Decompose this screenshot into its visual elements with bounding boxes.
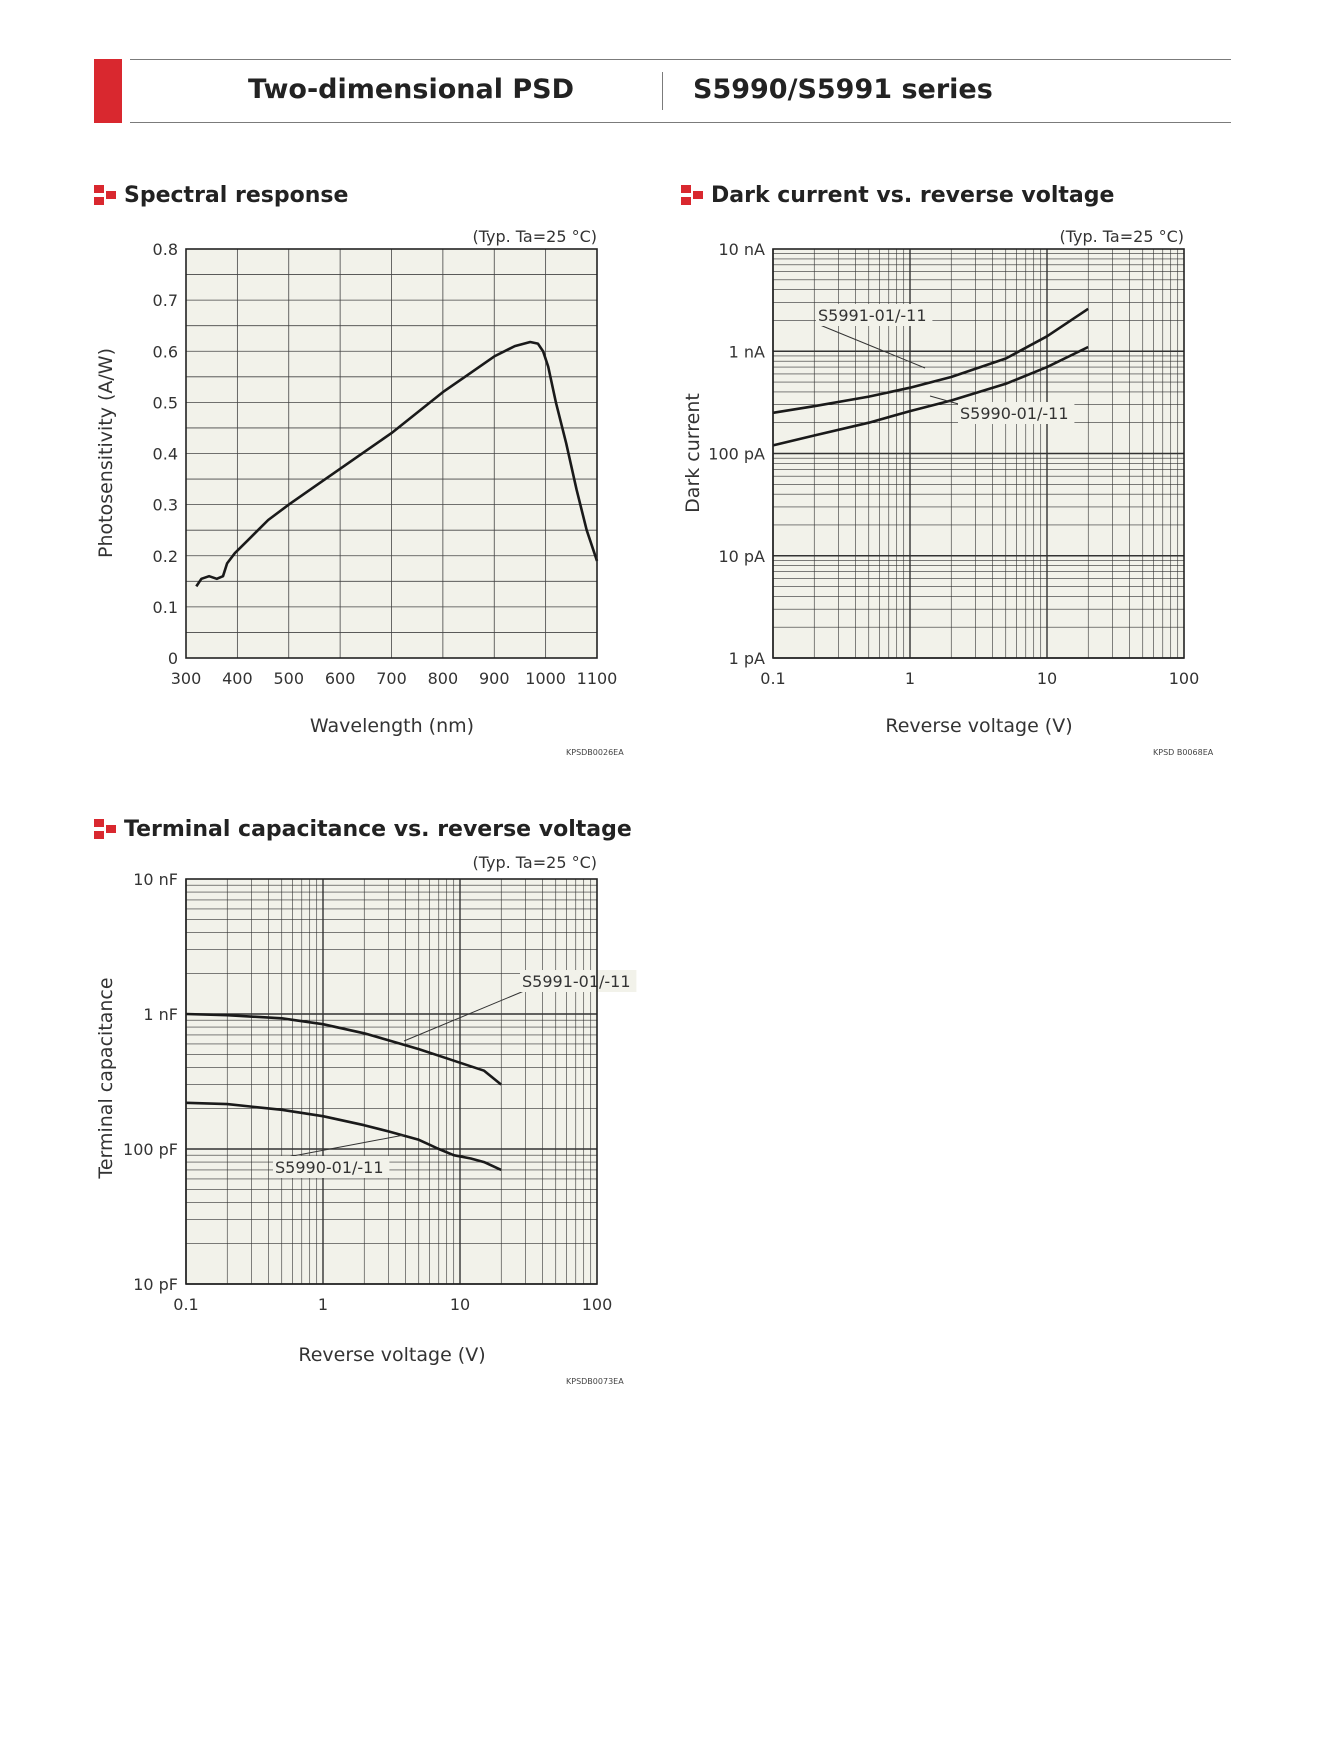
chart-spectral-xlabel: Wavelength (nm)	[309, 715, 475, 737]
chart-spectral-code: KPSDB0026EA	[566, 748, 624, 757]
y-tick-label: 0	[167, 649, 178, 668]
x-tick-label: 1100	[576, 669, 618, 688]
y-tick-label: 1 nF	[143, 1005, 178, 1024]
y-tick-label: 0.3	[152, 495, 178, 515]
y-tick-label: 0.7	[152, 291, 178, 311]
y-tick-label: 0.4	[152, 444, 178, 464]
x-tick-label: 500	[273, 669, 305, 688]
series-label: S5991-01/-11	[522, 972, 631, 991]
y-tick-label: 10 nF	[133, 870, 178, 889]
section-title-text: Spectral response	[124, 183, 349, 208]
x-tick-label: 1	[904, 669, 916, 688]
x-tick-label: 100	[581, 1295, 613, 1314]
y-tick-label: 100 pF	[123, 1140, 178, 1159]
section-title-text: Dark current vs. reverse voltage	[711, 183, 1115, 208]
y-tick-label: 100 pA	[708, 444, 765, 464]
chart-capacitance-xlabel: Reverse voltage (V)	[298, 1344, 486, 1366]
x-tick-label: 1	[317, 1295, 329, 1314]
chart-capacitance-plot-area	[186, 879, 597, 1284]
chart-capacitance-code: KPSDB0073EA	[566, 1377, 624, 1386]
chart-dark-current-condition: (Typ. Ta=25 °C)	[1059, 227, 1184, 246]
x-tick-label: 10	[449, 1295, 471, 1314]
chart-dark-current-ylabel: Dark current	[682, 393, 704, 513]
y-tick-label: 10 pF	[133, 1275, 178, 1294]
chart-dark-current-code: KPSD B0068EA	[1153, 748, 1214, 757]
y-tick-label: 0.8	[152, 240, 178, 259]
y-tick-label: 1 pA	[728, 649, 765, 668]
x-tick-label: 100	[1168, 669, 1200, 688]
header-title-right: S5990/S5991 series	[693, 74, 993, 105]
chart-spectral-ylabel: Photosensitivity (A/W)	[95, 347, 117, 559]
y-tick-label: 0.6	[152, 342, 178, 362]
y-tick-label: 10 nA	[718, 240, 765, 259]
x-tick-label: 1000	[525, 669, 566, 688]
series-label: S5990-01/-11	[960, 404, 1069, 423]
x-tick-label: 700	[376, 669, 407, 688]
chart-capacitance-ylabel: Terminal capacitance	[95, 977, 117, 1179]
y-tick-label: 0.1	[152, 597, 178, 617]
series-label: S5990-01/-11	[275, 1158, 384, 1177]
chart-spectral-condition: (Typ. Ta=25 °C)	[472, 227, 597, 246]
x-tick-label: 0.1	[760, 669, 786, 688]
y-tick-label: 0.2	[152, 546, 178, 566]
y-tick-label: 1 nA	[728, 342, 765, 362]
x-tick-label: 10	[1036, 669, 1058, 688]
chart-dark-current-xlabel: Reverse voltage (V)	[885, 715, 1073, 737]
y-tick-label: 10 pA	[718, 546, 765, 566]
x-tick-label: 400	[222, 669, 253, 688]
x-tick-label: 900	[478, 669, 510, 688]
x-tick-label: 0.1	[173, 1295, 199, 1314]
y-tick-label: 0.5	[152, 393, 178, 413]
x-tick-label: 300	[170, 669, 202, 688]
series-label: S5991-01/-11	[818, 306, 927, 325]
x-tick-label: 600	[324, 669, 356, 688]
chart-capacitance-condition: (Typ. Ta=25 °C)	[472, 853, 597, 872]
x-tick-label: 800	[427, 669, 459, 688]
header-title-left: Two-dimensional PSD	[248, 74, 575, 105]
section-title-text: Terminal capacitance vs. reverse voltage	[124, 817, 632, 842]
